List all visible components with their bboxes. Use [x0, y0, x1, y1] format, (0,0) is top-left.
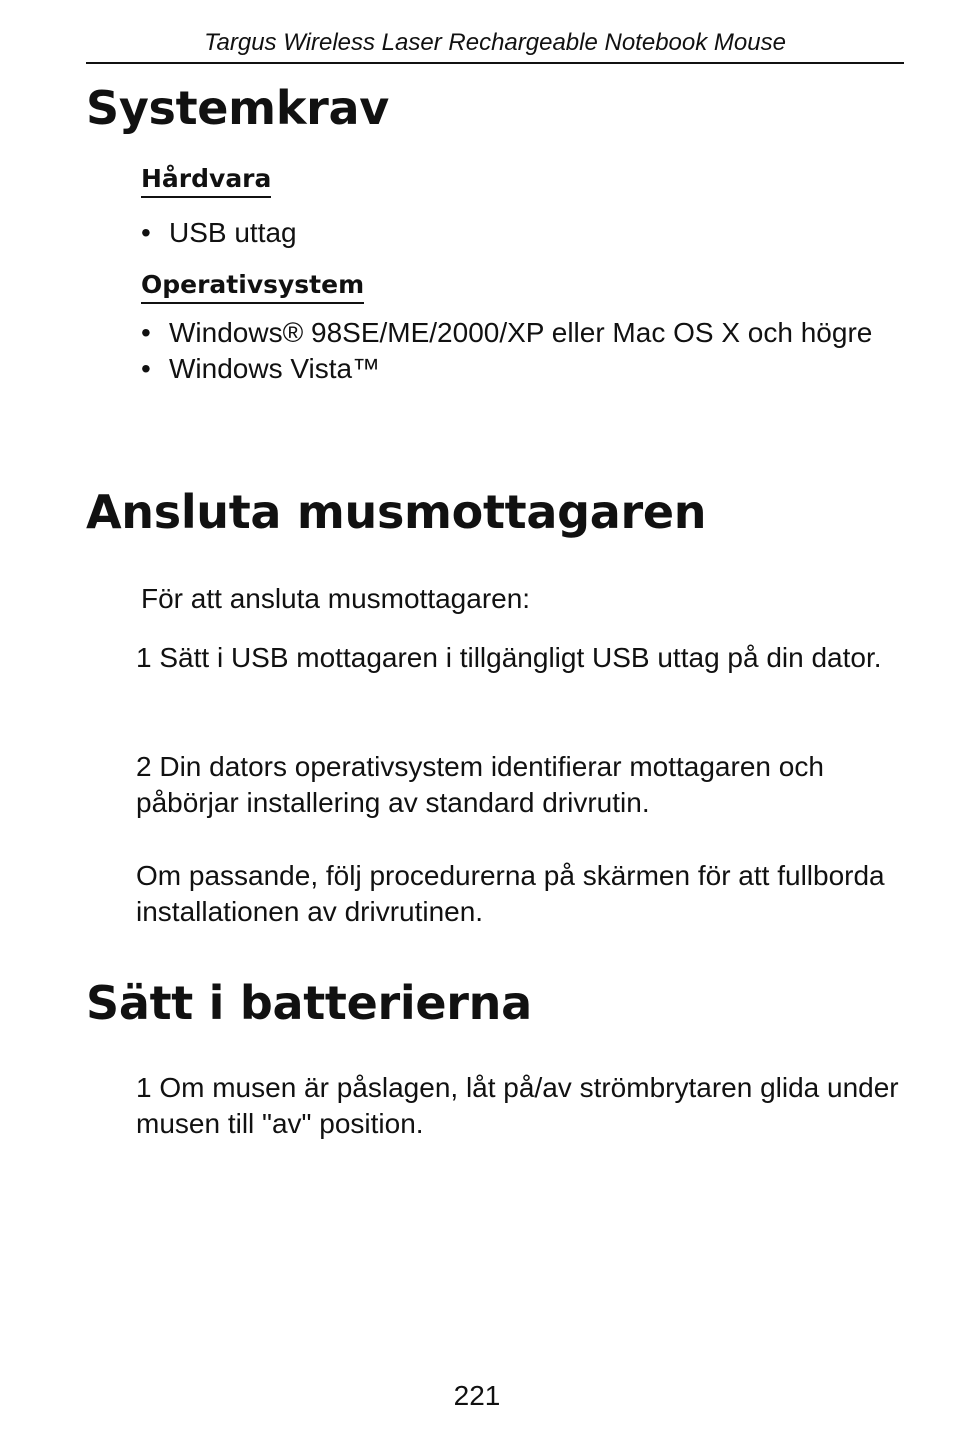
intro-text: För att ansluta musmottagaren:	[141, 583, 531, 614]
hardware-list	[141, 215, 297, 251]
list-item-text: Windows Vista™	[169, 353, 381, 384]
list-item	[141, 315, 881, 351]
list-item-text: Windows® 98SE/ME/2000/XP eller Mac OS X och högre	[169, 317, 873, 348]
bullet-icon: •	[141, 217, 151, 248]
page-number: 221	[453, 1380, 501, 1411]
section-title-batteries: Sätt i batterierna	[86, 976, 532, 1030]
section-title-system-requirements: Systemkrav	[86, 81, 389, 135]
section-title-connect-receiver: Ansluta musmottagaren	[86, 485, 707, 539]
os-list	[141, 315, 881, 387]
subheading-hardware: Hårdvara	[141, 164, 271, 198]
list-item	[141, 215, 297, 251]
running-header: Targus Wireless Laser Rechargeable Notebook Mouse	[204, 29, 786, 56]
list-item	[141, 351, 881, 387]
battery-step-1-text: 1 Om musen är påslagen, låt på/av strömbrytaren glida under musen till "av" position.	[136, 1072, 899, 1139]
bullet-icon: •	[141, 317, 151, 348]
step-1-text: 1 Sätt i USB mottagaren i tillgängligt USB uttag på din dator.	[136, 642, 882, 673]
bullet-icon: •	[141, 353, 151, 384]
subheading-operating-system: Operativsystem	[141, 270, 364, 304]
step-2-text: 2 Din dators operativsystem identifierar mottagaren och påbörjar installering av standard drivrutin.	[136, 751, 824, 818]
note-text: Om passande, följ procedurerna på skärmen för att fullborda installationen av drivrutinen.	[136, 860, 885, 927]
header-rule	[86, 62, 904, 64]
list-item-text: USB uttag	[169, 217, 297, 248]
